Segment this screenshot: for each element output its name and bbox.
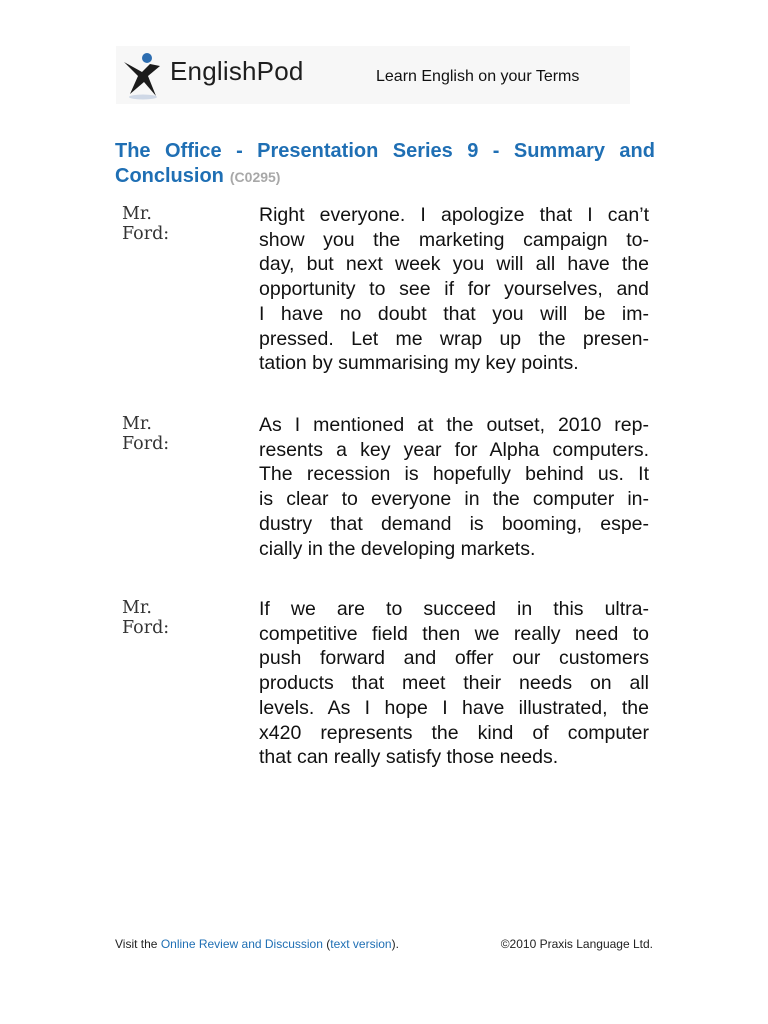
copyright-text: ©2010 Praxis Language Ltd. <box>500 937 653 951</box>
text-line: that can really satisfy those needs. <box>259 746 559 769</box>
header-banner <box>116 46 630 104</box>
text-line: dustry that demand is booming, espe- <box>259 512 649 535</box>
speaker-name: Mr. Ford: <box>122 204 170 244</box>
text-line: pressed. Let me wrap up the presen- <box>259 327 649 350</box>
text-line: If we are to succeed in this ultra- <box>259 598 649 620</box>
text-line: Right everyone. I apologize that I can’t <box>259 204 649 226</box>
text-line: push forward and offer our customers <box>259 647 649 670</box>
text-line: x420 represents the kind of computer <box>259 721 649 744</box>
page-title <box>115 139 655 190</box>
text-version-link[interactable]: text version <box>330 937 392 951</box>
text-line: is clear to everyone in the computer in- <box>259 488 649 511</box>
title-line-1: The Office - Presentation Series 9 - Summary and <box>115 140 655 162</box>
footer-paren-close: ). <box>391 937 399 951</box>
lesson-code: (C0295) <box>229 169 281 185</box>
title-line-2 <box>115 164 655 190</box>
text-line: show you the marketing campaign to- <box>259 228 649 251</box>
tagline: Learn English on your Terms <box>376 68 580 85</box>
text-line: I have no doubt that you will be im- <box>259 302 649 325</box>
title-conclusion: Conclusion <box>115 165 224 187</box>
logo-text: EnglishPod <box>170 56 304 86</box>
dialogue-text <box>259 203 649 376</box>
text-line: opportunity to see if for yourselves, and <box>259 278 649 301</box>
footer-visit-text: Visit the <box>115 937 161 951</box>
dialogue-text <box>259 597 649 770</box>
text-line: levels. As I hope I have illustrated, the <box>259 696 649 719</box>
speaker-name: Mr. Ford: <box>122 598 170 638</box>
speaker-name: Mr. Ford: <box>122 414 170 454</box>
text-line: cially in the developing markets. <box>259 537 536 560</box>
text-line: competitive field then we really need to <box>259 622 649 645</box>
text-line: resents a key year for Alpha computers. <box>259 438 649 461</box>
footer <box>115 937 653 951</box>
dialogue-text <box>259 413 649 561</box>
text-line: day, but next week you will all have the <box>259 253 649 276</box>
text-line: As I mentioned at the outset, 2010 rep- <box>259 414 649 436</box>
online-review-link[interactable]: Online Review and Discussion <box>160 937 323 951</box>
text-line: products that meet their needs on all <box>259 672 649 695</box>
text-line: tation by summarising my key points. <box>259 352 579 375</box>
footer-paren-open: ( <box>322 937 331 951</box>
englishpod-logo-icon <box>120 50 166 100</box>
text-line: The recession is hopefully behind us. It <box>259 463 649 486</box>
